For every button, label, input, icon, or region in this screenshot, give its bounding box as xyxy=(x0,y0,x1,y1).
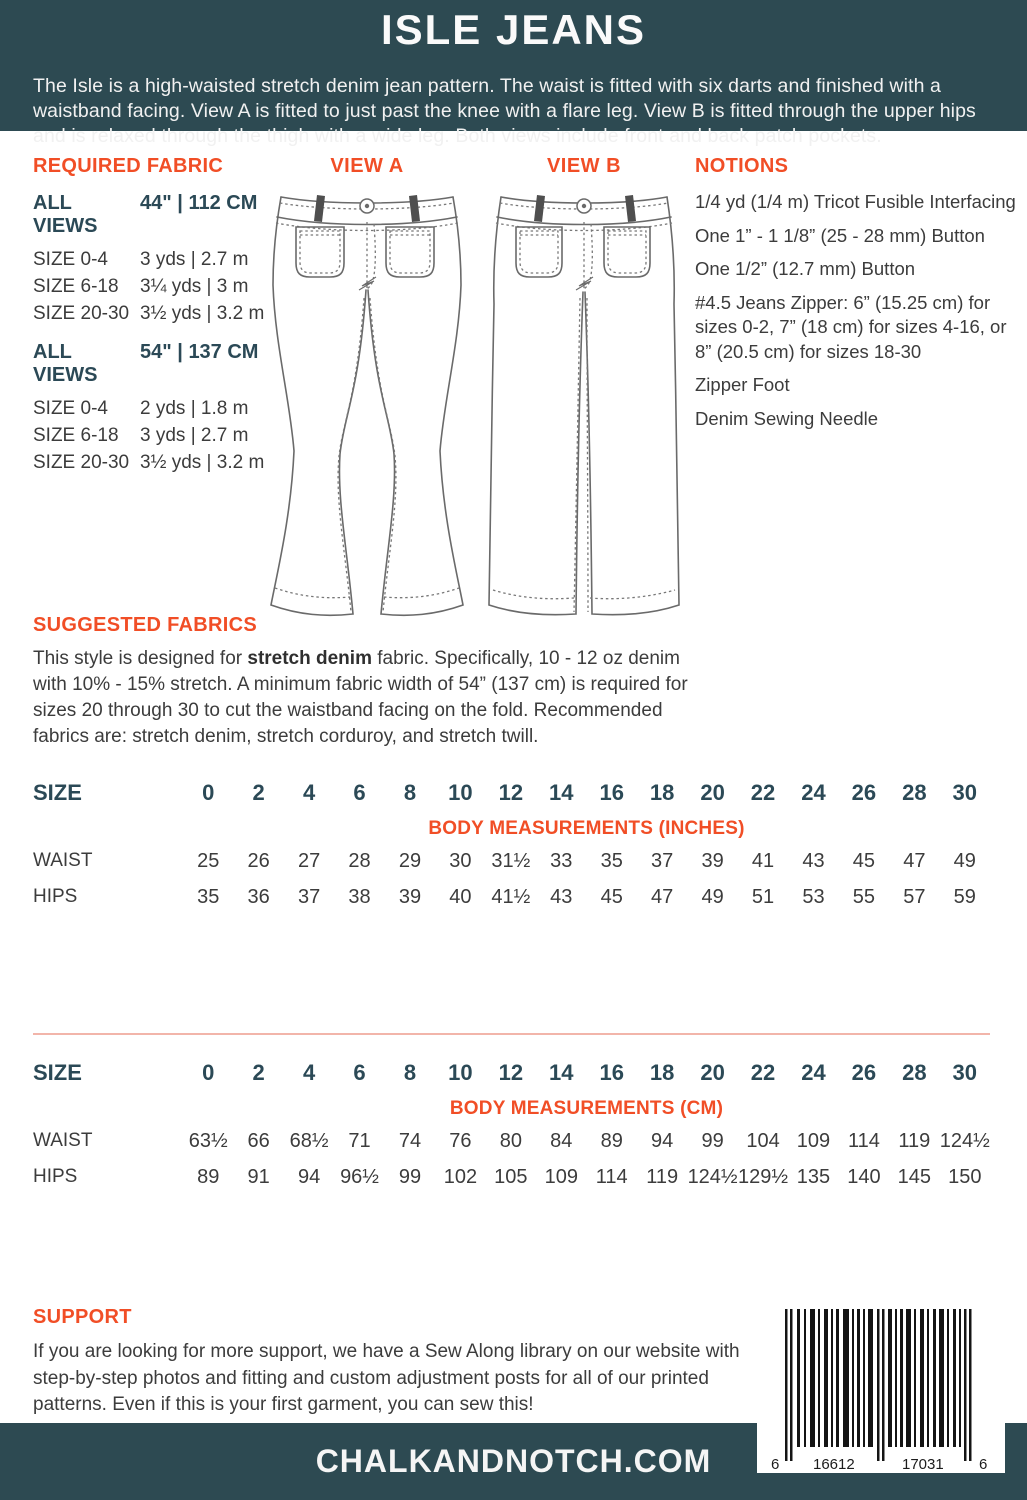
support-heading: SUPPORT xyxy=(33,1306,132,1328)
hips-value: 102 xyxy=(443,1166,478,1188)
size-value: 16 xyxy=(599,780,624,805)
fabric-size: SIZE 20-30 xyxy=(33,303,130,324)
belt-loop xyxy=(534,195,545,222)
hips-value: 49 xyxy=(701,886,724,908)
waist-value: 119 xyxy=(898,1130,931,1152)
waist-value: 27 xyxy=(297,850,321,872)
notion-item: Zipper Foot xyxy=(695,374,790,395)
fabric-group-width: 54" | 137 CM xyxy=(140,341,259,363)
waist-row xyxy=(33,850,990,886)
size-value: 22 xyxy=(750,780,776,805)
hips-value: 39 xyxy=(398,886,422,908)
waist-value: 124½ xyxy=(939,1130,990,1152)
waist-value: 35 xyxy=(600,850,623,872)
hips-value: 36 xyxy=(247,886,270,908)
waist-value: 45 xyxy=(852,850,876,872)
size-value: 30 xyxy=(952,780,978,805)
fabric-size: SIZE 6-18 xyxy=(33,276,119,297)
waist-value: 109 xyxy=(796,1130,831,1152)
size-value: 10 xyxy=(448,780,473,805)
size-header-cells xyxy=(183,1060,990,1086)
bold-fabric-name: stretch denim xyxy=(247,648,372,669)
fabric-amount: 2 yds | 1.8 m xyxy=(140,398,249,419)
view-b-heading: VIEW B xyxy=(546,155,622,177)
fabric-group-label: ALL VIEWS xyxy=(33,341,98,386)
waist-value: 76 xyxy=(449,1130,472,1152)
suggested-fabrics-section xyxy=(33,614,715,750)
hips-value: 105 xyxy=(494,1166,528,1188)
size-value: 22 xyxy=(750,1060,776,1085)
row-label-hips: HIPS xyxy=(33,886,78,907)
table-subtitle-cm: BODY MEASUREMENTS (CM) xyxy=(449,1098,724,1119)
hips-value: 135 xyxy=(796,1166,831,1188)
fabric-size: SIZE 6-18 xyxy=(33,425,119,446)
belt-loop xyxy=(625,195,636,222)
support-text: If you are looking for more support, we have a Sew Along library on our website with step-by-step photos and fitting and custom adjustment posts for all of our printed patterns. Even if this is your first garment, you can sew this! xyxy=(33,1341,740,1415)
barcode xyxy=(757,1299,1005,1473)
waist-value: 89 xyxy=(600,1130,623,1152)
section-divider-line xyxy=(33,1033,990,1035)
waist-value: 31½ xyxy=(491,850,531,872)
fabric-amount: 3½ yds | 3.2 m xyxy=(140,452,265,473)
fabric-amount: 3½ yds | 3.2 m xyxy=(140,303,265,324)
fabric-amount: 3 yds | 2.7 m xyxy=(140,249,249,270)
waist-value: 74 xyxy=(398,1130,422,1152)
size-value: 8 xyxy=(403,1060,417,1085)
fabric-group-44 xyxy=(33,192,278,327)
notion-item: One 1” - 1 1/8” (25 - 28 mm) Button xyxy=(695,224,985,246)
hips-value: 57 xyxy=(903,886,926,908)
notion-item: #4.5 Jeans Zipper: 6” (15.25 cm) for sizes 0-2, 7” (18 cm) for sizes 4-16, or 8” (20.5 cm) for sizes 18-30 xyxy=(695,291,1007,362)
size-header-row xyxy=(33,770,990,818)
size-value: 18 xyxy=(649,1060,675,1085)
waist-value: 66 xyxy=(247,1130,270,1152)
fabric-size: SIZE 0-4 xyxy=(33,398,108,419)
barcode-digits-group1: 16612 xyxy=(813,1456,855,1473)
barcode-digit-left: 6 xyxy=(771,1456,780,1473)
hips-value: 150 xyxy=(948,1166,982,1188)
size-value: 16 xyxy=(599,1060,624,1085)
size-value: 26 xyxy=(851,1060,877,1085)
fabric-amount: 3 yds | 2.7 m xyxy=(140,425,249,446)
waist-row xyxy=(33,1130,990,1166)
waist-value: 63½ xyxy=(188,1130,228,1152)
hips-value: 96½ xyxy=(340,1166,379,1188)
size-header-row xyxy=(33,1050,990,1098)
fabric-amount: 3¼ yds | 3 m xyxy=(140,276,249,297)
waist-value: 30 xyxy=(449,850,472,872)
size-value: 18 xyxy=(649,780,675,805)
fabric-group-width: 44" | 112 CM xyxy=(140,192,258,214)
size-value: 0 xyxy=(202,1060,215,1085)
fabric-row xyxy=(33,246,278,273)
size-value: 24 xyxy=(801,780,826,805)
hips-value: 145 xyxy=(897,1166,932,1188)
page-title: ISLE JEANS xyxy=(380,6,647,53)
notion-item: Denim Sewing Needle xyxy=(695,407,879,429)
waist-value: 26 xyxy=(247,850,270,872)
hips-value: 43 xyxy=(550,886,573,908)
belt-loop xyxy=(314,195,325,222)
hips-value: 129½ xyxy=(738,1166,789,1188)
pattern-description: The Isle is a high-waisted stretch denim jean pattern. The waist is fitted with six darts and finished with a waistband facing. View A is fitted to just past the knee with a flare leg. View B is fitted through the upper hips and is relaxed through the thigh with a wide leg. Both views include front and back patch pockets. xyxy=(33,74,976,147)
waist-value: 37 xyxy=(651,850,674,872)
waist-value: 71 xyxy=(348,1130,371,1152)
waist-value: 33 xyxy=(550,850,573,872)
waist-value: 29 xyxy=(398,850,422,872)
size-value: 20 xyxy=(700,1060,725,1085)
waist-value: 68½ xyxy=(289,1130,329,1152)
size-value: 26 xyxy=(851,780,877,805)
text-segment: This style is designed for xyxy=(33,648,248,669)
hips-value: 91 xyxy=(247,1166,270,1188)
hips-value: 59 xyxy=(953,886,976,908)
size-value: 30 xyxy=(952,1060,978,1085)
waist-value: 39 xyxy=(701,850,724,872)
barcode-digits-group2: 17031 xyxy=(902,1456,944,1473)
hips-value: 55 xyxy=(852,886,876,908)
view-a-heading: VIEW A xyxy=(330,155,404,177)
required-fabric-section xyxy=(33,155,278,476)
waist-value: 25 xyxy=(197,850,220,872)
size-value: 0 xyxy=(202,780,215,805)
hips-value: 89 xyxy=(197,1166,220,1188)
size-value: 4 xyxy=(302,1060,316,1085)
table-subtitle-inches: BODY MEASUREMENTS (INCHES) xyxy=(428,818,745,839)
size-table-cm xyxy=(33,1050,990,1202)
size-value: 12 xyxy=(498,1060,524,1085)
fabric-group-54 xyxy=(33,341,278,476)
support-section xyxy=(33,1306,768,1419)
size-value: 14 xyxy=(549,780,574,805)
suggested-fabrics-text xyxy=(33,646,715,750)
suggested-fabrics-heading: SUGGESTED FABRICS xyxy=(33,614,258,636)
hips-value: 53 xyxy=(802,886,825,908)
notion-item: One 1/2” (12.7 mm) Button xyxy=(695,258,916,279)
size-value: 24 xyxy=(801,1060,826,1085)
hips-value: 114 xyxy=(595,1166,628,1188)
waist-value: 99 xyxy=(701,1130,724,1152)
notions-list xyxy=(695,190,1020,431)
waist-value: 43 xyxy=(802,850,825,872)
size-value: 2 xyxy=(252,1060,265,1085)
size-column-header: SIZE xyxy=(33,780,82,805)
size-value: 20 xyxy=(700,780,725,805)
fabric-row xyxy=(33,395,278,422)
waist-value: 104 xyxy=(746,1130,780,1152)
fabric-row xyxy=(33,300,278,327)
size-header-cells xyxy=(183,780,990,806)
header-band xyxy=(0,0,1027,147)
hips-value: 124½ xyxy=(687,1166,738,1188)
fabric-group-label: ALL VIEWS xyxy=(33,192,98,237)
hips-value: 47 xyxy=(651,886,674,908)
row-label-waist: WAIST xyxy=(33,850,93,871)
hips-value: 140 xyxy=(847,1166,881,1188)
size-table-inches xyxy=(33,770,990,922)
row-label-hips: HIPS xyxy=(33,1166,78,1187)
fabric-size: SIZE 0-4 xyxy=(33,249,108,270)
fabric-row xyxy=(33,273,278,300)
waist-value: 84 xyxy=(550,1130,573,1152)
fabric-row xyxy=(33,422,278,449)
view-a-illustration xyxy=(266,186,468,626)
hips-value: 41½ xyxy=(491,886,531,908)
hips-value: 99 xyxy=(398,1166,422,1188)
waist-value: 94 xyxy=(651,1130,674,1152)
waist-value: 28 xyxy=(348,850,371,872)
waist-value: 80 xyxy=(499,1130,522,1152)
hips-value: 40 xyxy=(449,886,472,908)
notions-heading: NOTIONS xyxy=(695,155,789,177)
size-value: 14 xyxy=(549,1060,574,1085)
hips-value: 94 xyxy=(297,1166,321,1188)
belt-loop xyxy=(409,195,420,222)
notion-item: 1/4 yd (1/4 m) Tricot Fusible Interfacing xyxy=(695,191,1016,212)
view-b-illustration xyxy=(486,186,682,626)
fabric-row xyxy=(33,449,278,476)
size-value: 28 xyxy=(902,780,927,805)
size-value: 2 xyxy=(252,780,265,805)
size-value: 10 xyxy=(448,1060,473,1085)
waist-value: 47 xyxy=(903,850,926,872)
website-url: CHALKANDNOTCH.COM xyxy=(315,1443,712,1479)
hips-value: 45 xyxy=(600,886,623,908)
hips-value: 38 xyxy=(348,886,371,908)
size-value: 6 xyxy=(353,1060,366,1085)
required-fabric-heading: REQUIRED FABRIC xyxy=(33,155,224,177)
fabric-size: SIZE 20-30 xyxy=(33,452,130,473)
notions-section xyxy=(695,155,1020,440)
hips-value: 51 xyxy=(751,886,775,908)
size-value: 4 xyxy=(302,780,316,805)
barcode-digit-right: 6 xyxy=(979,1456,988,1473)
row-label-waist: WAIST xyxy=(33,1130,93,1151)
size-value: 8 xyxy=(403,780,417,805)
hips-value: 35 xyxy=(197,886,220,908)
hips-row xyxy=(33,1166,990,1202)
hips-value: 37 xyxy=(297,886,321,908)
waist-value: 49 xyxy=(953,850,976,872)
text-segment: fabric. Specifically, 10 - 12 oz denim with 10% - 15% stretch. A minimum fabric width of 54” (137 cm) is required for sizes 20 through 30 to cut the waistband facing on the fold. Recommended fabrics are: stretch denim, stretch corduroy, and stretch twill. xyxy=(33,648,688,747)
size-value: 28 xyxy=(902,1060,927,1085)
barcode-bars xyxy=(757,1299,1005,1473)
hips-row xyxy=(33,886,990,922)
waist-value: 41 xyxy=(751,850,775,872)
size-value: 12 xyxy=(498,780,524,805)
size-value: 6 xyxy=(353,780,366,805)
size-column-header: SIZE xyxy=(33,1060,82,1085)
hips-value: 109 xyxy=(544,1166,578,1188)
hips-value: 119 xyxy=(646,1166,679,1188)
waist-value: 114 xyxy=(847,1130,880,1152)
